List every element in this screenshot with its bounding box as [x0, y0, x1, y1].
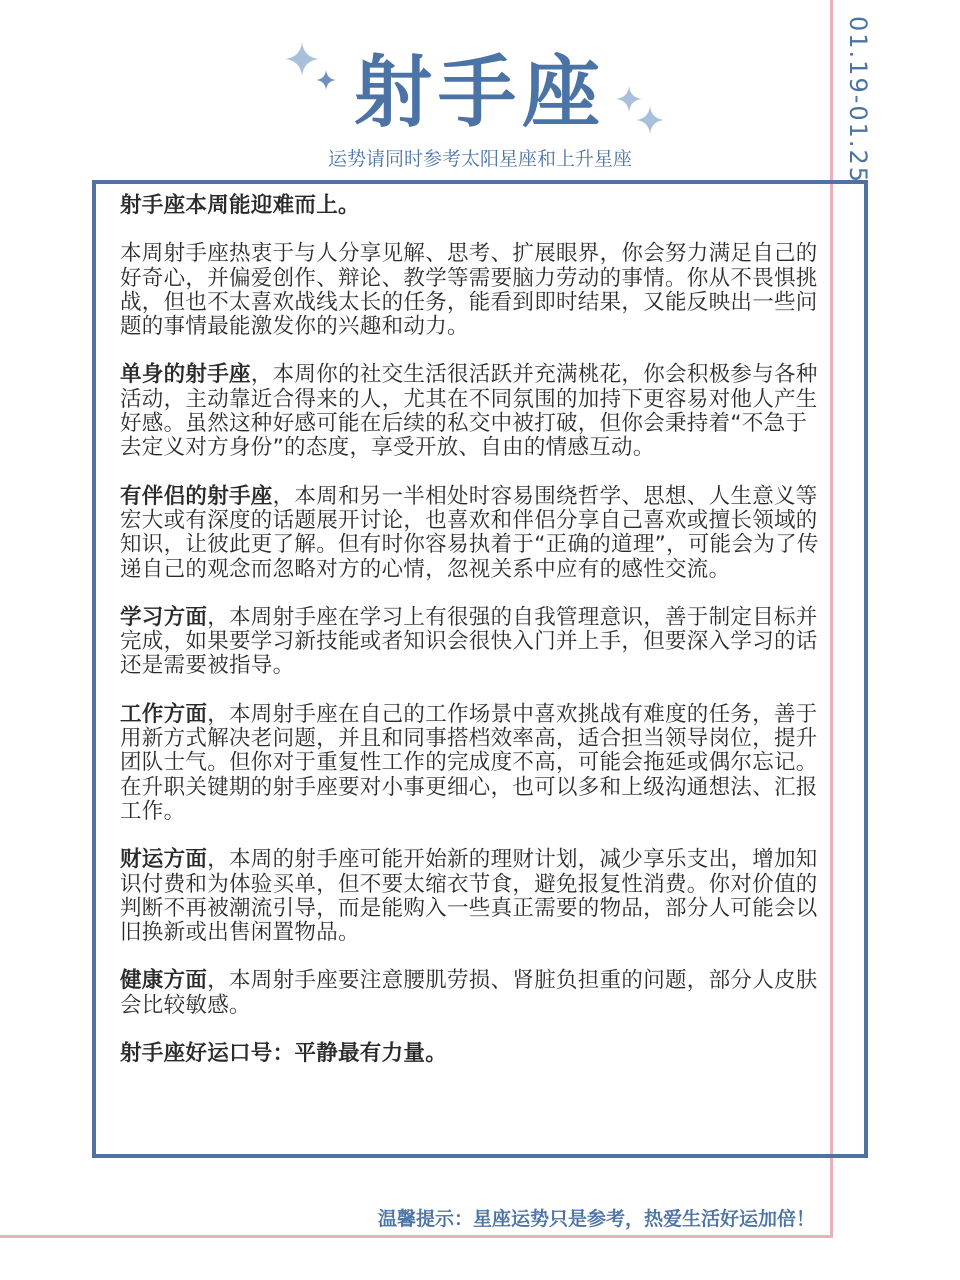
finance-label: 财运方面: [120, 847, 208, 873]
partner-paragraph: [120, 485, 820, 582]
work-label: 工作方面: [120, 701, 208, 727]
health-paragraph: [120, 969, 820, 1018]
health-text: ，本周射手座要注意腰肌劳损、肾脏负担重的问题，部分人皮肤会比较敏感。: [120, 968, 818, 1018]
single-label: 单身的射手座: [120, 362, 251, 388]
overview-paragraph: 本周射手座热衷于与人分享见解、思考、扩展眼界，你会努力满足自己的好奇心，并偏爱创作、辩论、教学等需要脑力劳动的事情。你从不畏惧挑战，但也不太喜欢战线太长的任务，能看到即时结果，又能反映出一些问题的事情最能激发你的兴趣和动力。: [120, 241, 818, 340]
work-paragraph: [120, 703, 820, 824]
health-label: 健康方面: [120, 968, 208, 994]
partner-text: ，本周和另一半相处时容易围绕哲学、思想、人生意义等宏大或有深度的话题展开讨论，也喜欢和伴侣分享自己喜欢或擅长领域的知识，让彼此更了解。但有时你容易执着于“正确的道理”，可能会为了传递自己的观念而忽略对方的心情，忽视关系中应有的感性交流。: [120, 483, 819, 582]
single-text: ，本周你的社交生活很活跃并充满桃花，你会积极参与各种活动，主动靠近合得来的人，尤其在不同氛围的加持下更容易对他人产生好感。虽然这种好感可能在后续的私交中被打破，但你会秉持着“不急于去定义对方身份”的态度，享受开放、自由的情感互动。: [120, 362, 818, 461]
intro-paragraph: [120, 194, 820, 218]
slogan-paragraph: [120, 1042, 820, 1066]
date-range: 01.19-01.25: [844, 16, 872, 185]
intro-text: 射手座本周能迎难而上。: [120, 193, 360, 218]
finance-text: ，本周的射手座可能开始新的理财计划，减少享乐支出，增加知识付费和为体验买单，但不要太缩衣节食，避免报复性消费。你对价值的判断不再被潮流引导，而是能购入一些真正需要的物品，部分人可能会以旧换新或出售闲置物品。: [120, 847, 818, 946]
footer-tip: 温馨提示：星座运势只是参考，热爱生活好运加倍！: [377, 1208, 815, 1230]
horoscope-content: [120, 194, 820, 1090]
subtitle: 运势请同时参考太阳星座和上升星座: [327, 148, 632, 170]
single-paragraph: [120, 363, 820, 460]
decorative-horizontal-line: [0, 1235, 833, 1238]
slogan-text: 射手座好运口号：平静最有力量。: [120, 1041, 448, 1067]
study-label: 学习方面: [120, 604, 208, 630]
finance-paragraph: [120, 848, 820, 945]
study-text: ，本周射手座在学习上有很强的自我管理意识，善于制定目标并完成，如果要学习新技能或者知识会很快入门并上手，但要深入学习的话还是需要被指导。: [120, 604, 818, 679]
work-text: ，本周射手座在自己的工作场景中喜欢挑战有难度的任务，善于用新方式解决老问题，并且和同事搭档效率高，适合担当领导岗位，提升团队士气。但你对于重复性工作的完成度不高，可能会拖延或偶尔忘记。在升职关键期的射手座要对小事更细心，也可以多和上级沟通想法、汇报工作。: [120, 701, 818, 824]
study-paragraph: [120, 606, 820, 679]
partner-label: 有伴侣的射手座: [120, 483, 273, 509]
page-title: 射手座: [353, 48, 606, 138]
